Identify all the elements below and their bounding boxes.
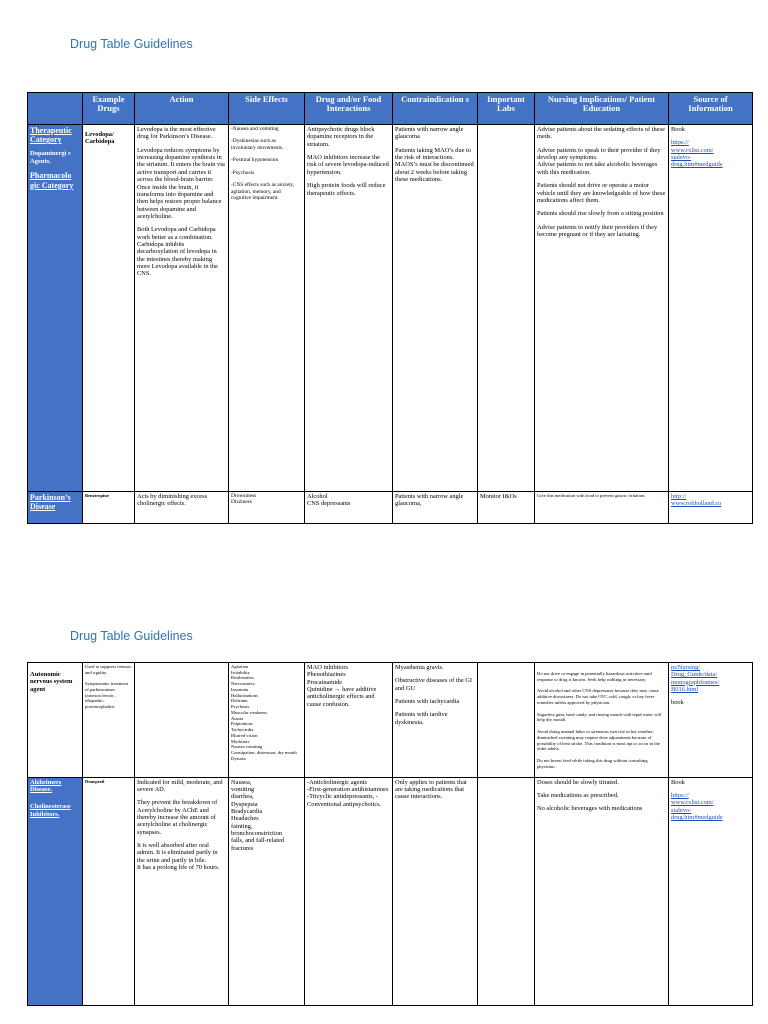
drug-use-text: Used to suppress tremors and rigidity. Symptomatic treatment of parkinsonism (arteriosclerotic , idiopathic, postencephalitic	[85, 664, 132, 710]
side-effect: Nausea, vomiting diarrhea, Dyspepsia Bradycardia Headaches fainting, bronchoconstriction falls, and fall-related fractures	[231, 778, 285, 852]
category-name: Autonomic nervous system agent	[30, 671, 73, 693]
nursing-text: Sugarless gum, hard candy, and rinsing mouth with tepid water will help dry mouth.	[537, 711, 662, 723]
action-text: Levodopa reduces symptoms by increasing dopamine synthesis in the striatum. It enters the brain via active transport and carries it across the blood-brain barrier. Once inside the brain, it transforms into dopamine and then helps restore proper balance between dopamine and acetylcholine.	[137, 146, 225, 220]
nursing-text: Advise patients to notify their providers if they become pregnant or if they are lactating.	[537, 223, 658, 238]
nursing-text: No alcoholic beverages with medications	[537, 805, 643, 813]
table-row	[28, 663, 753, 778]
drug-name: Donepezil	[85, 778, 105, 784]
interaction-text: Antipsychotic drugs block dopamine receptors in the striatum.	[307, 126, 375, 148]
header-side-effects: Side Effects	[229, 93, 305, 125]
nursing-text: Take medications as prescribed.	[537, 791, 619, 799]
labs-cell	[478, 777, 535, 1005]
header-contraindications: Contraindication s	[393, 93, 478, 125]
source-cell	[669, 125, 753, 492]
header-category	[28, 93, 83, 125]
interaction-text: High protein foods will reduce therapeutic effects.	[307, 182, 386, 197]
header-nursing: Nursing Implications/ Patient Education	[535, 93, 669, 125]
contraindication-text: Myasthenia gravis.	[395, 664, 444, 671]
action-text: Acts by diminishing excess cholinergic effects.	[137, 493, 208, 508]
action-cell	[135, 663, 229, 778]
side-effect: Agitation Irritability Restlessness Nervousness Insomnia Hallucinations Delirium Psychosis Muscular weakness Ataxia Palpitations Tachycardia Blurred vision Mydriasis Nausea vomiting Constipation, distension, dry mouth Dysuria.	[231, 664, 297, 761]
cholinesterase-inhibitors-link[interactable]: Cholinesterase Inhibitors.	[30, 803, 71, 818]
therapeutic-category-link[interactable]: Therapeutic Category	[30, 126, 72, 145]
contraindication-text: Only applies to patients that are taking medications that cause interactions.	[395, 778, 467, 801]
header-example-drugs: Example Drugs	[83, 93, 135, 125]
source-link[interactable]: m/Nursing/ Drug_Guide/data/ monographframes/ B016.html	[671, 664, 720, 694]
contraindication-text: Patients taking MAO’s due to the risk of interactions. MAOS’s must be discontinued about 2 weeks before taking these medications.	[395, 146, 474, 184]
contraindication-text: Obstructive diseases of the GI and GU	[395, 677, 473, 692]
nursing-cell	[535, 125, 669, 492]
page-title: Drug Table Guidelines	[70, 629, 193, 643]
header-action: Action	[135, 93, 229, 125]
action-text: They prevent the breakdown of Acetylcholine by AChE and thereby increase the amount of acetylcholine at cholinergic synapses.	[137, 799, 218, 836]
source-label: Book	[671, 126, 685, 133]
side-effect: -Dyskinesias such as involuntary movements.	[231, 138, 284, 151]
table-row	[28, 777, 753, 1005]
nursing-text: Patients should not drive or operate a motor vehicle until they are knowledgeable of how these medications affect them.	[537, 182, 666, 204]
nursing-text: Avoid alcohol and other CNS depressants because they may cause additive drowsiness. Do not take OTC cold, cough, or hay fever remedies unless approved by physician.	[537, 688, 659, 705]
labs-cell	[478, 125, 535, 492]
interaction-text: Alcohol CNS depressants	[307, 493, 351, 508]
contraindication-text: Patients with narrow angle glaucoma,	[395, 493, 464, 508]
header-source: Source of Information	[669, 93, 753, 125]
labs-text: Monitor I&Os	[480, 493, 517, 500]
side-effect: -CNS effects such as anxiety, agitation, memory, and cognitive impairment.	[231, 182, 295, 202]
action-text: Levodopa is the most effective drug for Parkinson’s Disease.	[137, 126, 216, 141]
contraindication-text: Patients with narrow angle glaucoma	[395, 126, 464, 141]
contraindication-text: Patients with tardive dyskinesia.	[395, 711, 448, 726]
action-text: It is well absorbed after oral admin. It is eliminated partly in the urine and partly in bile. It has a prolong life of 70 hours.	[137, 842, 220, 872]
action-cell	[135, 125, 229, 492]
source-link[interactable]: https:// www.rxlist.com/ stalevo- drug.htm#medguide	[671, 791, 723, 821]
source-label: book	[671, 699, 684, 707]
nursing-text: Give this medication with food to prevent gastric irritation.	[537, 493, 646, 498]
side-effects-cell	[229, 125, 305, 492]
table-row	[28, 125, 753, 492]
header-labs: Important Labs	[478, 93, 535, 125]
nursing-text: Avoid doing manual labor or strenuous exercise in hot weather; diminished sweating may require dose adjustments because of possibility of heat stroke. This condition is most apt to occur in the older adults.	[537, 729, 660, 752]
side-effect: -Postural hypotension	[231, 157, 279, 164]
page-title: Drug Table Guidelines	[70, 37, 193, 51]
drug-name: Benztropine	[85, 493, 109, 498]
nursing-text: Doses should be slowly titrated.	[537, 778, 619, 786]
pharmacologic-category-link[interactable]: Pharmacolo gic Category	[30, 171, 74, 190]
table-header-row	[28, 93, 753, 125]
category-name: Dopaminergi c Agents.	[30, 150, 71, 165]
labs-cell	[478, 663, 535, 778]
action-text: Indicated for mild, moderate, and severe AD.	[137, 778, 223, 793]
side-effect: -Nausea and vomiting	[231, 126, 279, 132]
interaction-text: MAO inhibitors increase the risk of severe levodopa-induced hypertension.	[307, 154, 389, 176]
source-link[interactable]: http:// www.robholland.co	[671, 493, 722, 508]
interaction-text: -Anticholinergic agents -First-generation antihistamines -Tricyclic antidepressants, -Conventional antipsychotics.	[307, 778, 389, 808]
parkinsons-disease-link[interactable]: Parkinson’s Disease	[30, 493, 71, 512]
drug-table-2	[27, 662, 753, 1006]
drug-name: Levodopa/ Carbidopa	[85, 131, 115, 146]
alzheimers-disease-link[interactable]: Alzheimers Disease.	[30, 778, 62, 794]
side-effect: Drowsiness Dizziness	[231, 493, 257, 506]
header-interactions: Drug and/or Food Interactions	[305, 93, 393, 125]
nursing-text: Advise patients about the sedating effects of these meds.	[537, 126, 665, 141]
table-row	[28, 492, 753, 524]
source-link[interactable]: https:// www.rxlist.com/ stalevo- drug.htm#medguide	[671, 139, 723, 169]
drug-table-1	[27, 92, 753, 524]
source-label: Book	[671, 778, 685, 786]
contraindications-cell	[393, 125, 478, 492]
interaction-text: MAO inhibitors Phenothiazines Procainamide Quinidine → have additive anticholinergic effects and cause confusion.	[307, 664, 377, 708]
action-text: Both Levodopa and Carbidopa work better as a combination. Carbidopa inhibits decarboxylation of levodopa in the intestines thereby making more Levodopa available in the CNS.	[137, 226, 218, 278]
side-effect: -Psychosis	[231, 169, 255, 176]
interactions-cell	[305, 125, 393, 492]
category-cell	[28, 125, 83, 492]
nursing-text: Advise patients to speak to their provider if they develop any symptoms. Advise patients to not take alcoholic beverages with this medication.	[537, 146, 661, 176]
nursing-text: Do not breast feed while taking this drug without consulting physician.	[537, 758, 648, 769]
contraindication-text: Patients with tachycardia	[395, 698, 460, 706]
nursing-text: Do not drive or engage in potentially hazardous activities until response to drug is known. Seek help walking as necessary.	[537, 671, 652, 682]
nursing-text: Patients should rise slowly from a sitting position	[537, 210, 664, 218]
